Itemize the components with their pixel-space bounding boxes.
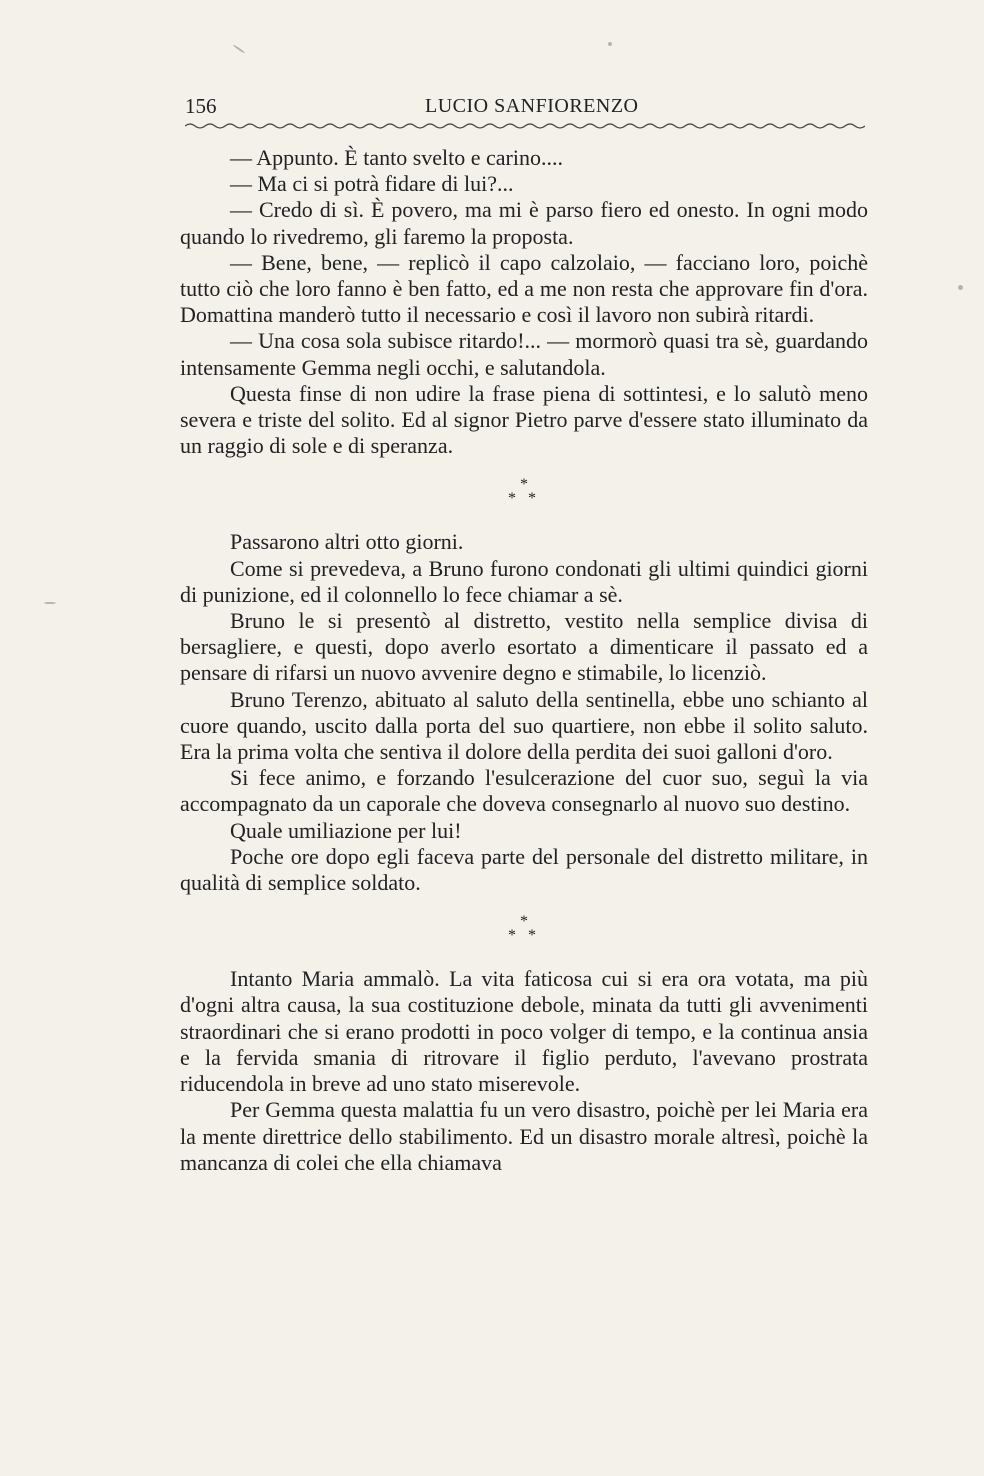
paragraph: Intanto Maria ammalò. La vita faticosa cui si era ora votata, ma più d'ogni altra causa, la sua costituzione debole, minata da tutti gli avvenimenti straordinari che si erano prodotti in poco volger di tempo, e la continua ansia e la fervida smania di ritrovare il figlio perduto, l'avevano prostrata riducendola in breve ad uno stato miserevole. bbox=[180, 966, 868, 1097]
paragraph: Bruno Terenzo, abituato al saluto della sentinella, ebbe uno schianto al cuore quando, uscito dalla porta del suo quartiere, non ebbe il solito saluto. Era la prima volta che sentiva il dolore della perdita dei suoi galloni d'oro. bbox=[180, 686, 868, 765]
paragraph: Passarono altri otto giorni. bbox=[230, 529, 464, 555]
section-break-asterism bbox=[180, 896, 868, 966]
paper-speck bbox=[608, 42, 612, 46]
section-break-asterism bbox=[180, 459, 868, 529]
paragraph: Quale umiliazione per lui! bbox=[230, 817, 462, 843]
body-text bbox=[180, 145, 868, 1176]
paragraph: — Bene, bene, — replicò il capo calzolaio, — facciano loro, poichè tutto ciò che loro fanno è ben fatto, ed a me non resta che approvare fin d'ora. Domattina manderò tutto il necessario e così il lavoro non subirà ritardi. bbox=[180, 249, 868, 328]
header-rule bbox=[185, 122, 865, 130]
asterism-bottom: * * bbox=[508, 927, 540, 945]
paragraph: — Una cosa sola subisce ritardo!... — mormorò quasi tra sè, guardando intensamente Gemma negli occhi, e salutandola. bbox=[180, 328, 868, 380]
paragraph: Come si prevedeva, a Bruno furono condonati gli ultimi quindici giorni di punizione, ed il colonnello lo fece chiamar a sè. bbox=[180, 555, 868, 607]
asterism-top: * bbox=[520, 913, 528, 931]
running-head: LUCIO SANFIORENZO bbox=[425, 95, 639, 117]
paragraph: Si fece animo, e forzando l'esulcerazione del cuor suo, seguì la via accompagnato da un caporale che doveva consegnarlo al nuovo suo destino. bbox=[180, 765, 868, 817]
asterism-bottom: * * bbox=[508, 490, 540, 508]
page-number: 156 bbox=[185, 94, 217, 118]
paper-speck bbox=[233, 44, 246, 54]
paragraph: Questa finse di non udire la frase piena di sottintesi, e lo salutò meno severa e triste del solito. Ed al signor Pietro parve d'essere stato illuminato da un raggio di sole e di speranza. bbox=[180, 380, 868, 459]
paragraph: Bruno le si presentò al distretto, vestito nella semplice divisa di bersagliere, e questi, dopo averlo esortato a dimenticare il passato ed a pensare di rifarsi un nuovo avvenire degno e stimabile, lo licenziò. bbox=[180, 608, 868, 686]
page-header bbox=[185, 94, 865, 124]
paper-speck bbox=[44, 602, 56, 604]
asterism-top: * bbox=[520, 476, 528, 494]
paragraph: — Ma ci si potrà fidare di lui?... bbox=[230, 171, 514, 197]
paragraph: Poche ore dopo egli faceva parte del personale del distretto militare, in qualità di semplice soldato. bbox=[180, 843, 868, 896]
paper-speck bbox=[958, 285, 963, 290]
paragraph: — Appunto. È tanto svelto e carino.... bbox=[230, 145, 563, 170]
paragraph: Per Gemma questa malattia fu un vero disastro, poichè per lei Maria era la mente direttrice dello stabilimento. Ed un disastro morale altresì, poichè la mancanza di colei che ella chiamava bbox=[180, 1097, 868, 1175]
paragraph: — Credo di sì. È povero, ma mi è parso fiero ed onesto. In ogni modo quando lo rivedremo, gli faremo la proposta. bbox=[180, 197, 868, 249]
